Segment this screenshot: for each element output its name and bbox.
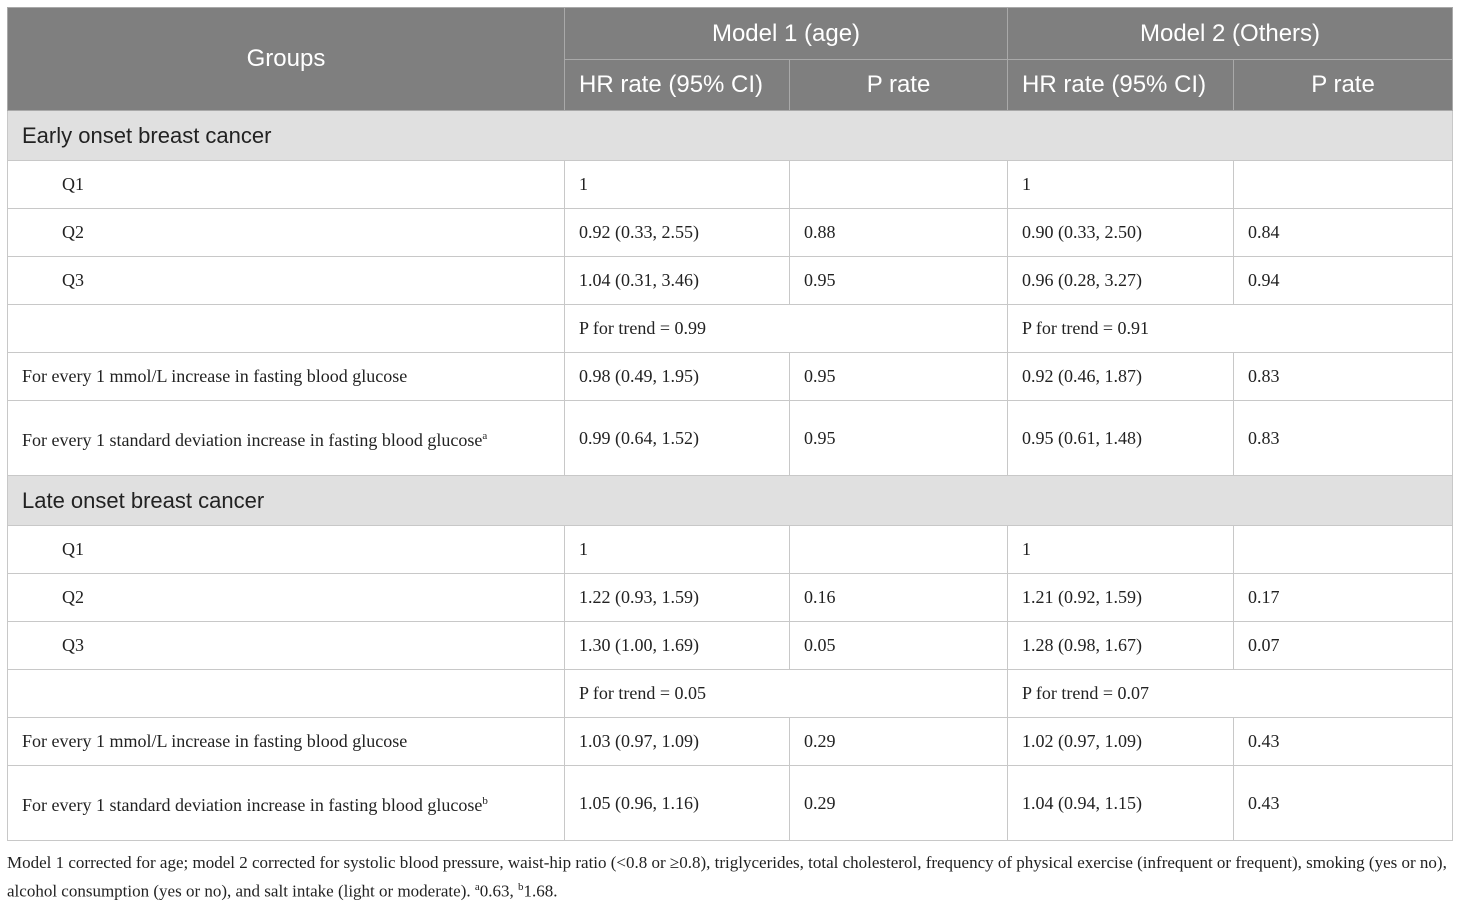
header-m2-p: P rate (1234, 60, 1453, 111)
m1-hr-cell: 1.22 (0.93, 1.59) (565, 574, 790, 622)
m1-p-cell: 0.29 (790, 766, 1008, 841)
row-label (8, 401, 565, 476)
header-groups: Groups (8, 8, 565, 111)
trend-row (8, 305, 1453, 353)
table-row (8, 257, 1453, 305)
table-row (8, 401, 1453, 476)
section-row-late (8, 476, 1453, 526)
row-label: Q3 (8, 622, 565, 670)
row-label-text: For every 1 standard deviation increase in fasting blood glucose (22, 795, 483, 815)
table-row (8, 574, 1453, 622)
m2-hr-cell: 1.04 (0.94, 1.15) (1008, 766, 1234, 841)
table-row (8, 622, 1453, 670)
header-model2: Model 2 (Others) (1008, 8, 1453, 60)
m1-hr-cell: 0.99 (0.64, 1.52) (565, 401, 790, 476)
row-label-text: For every 1 standard deviation increase in fasting blood glucose (22, 430, 483, 450)
row-label (8, 305, 565, 353)
m2-hr-cell: 1 (1008, 526, 1234, 574)
table-row (8, 209, 1453, 257)
m2-hr-cell: 0.96 (0.28, 3.27) (1008, 257, 1234, 305)
m1-hr-cell: 1.05 (0.96, 1.16) (565, 766, 790, 841)
m2-p-cell: 0.94 (1234, 257, 1453, 305)
m1-trend-cell: P for trend = 0.05 (565, 670, 1008, 718)
header-m1-p: P rate (790, 60, 1008, 111)
m1-hr-cell: 1.03 (0.97, 1.09) (565, 718, 790, 766)
row-label: Q2 (8, 574, 565, 622)
m2-p-cell: 0.43 (1234, 718, 1453, 766)
section-title: Early onset breast cancer (8, 111, 1453, 161)
m2-p-cell: 0.84 (1234, 209, 1453, 257)
footnote-value-b: 1.68. (523, 881, 558, 901)
table-row (8, 766, 1453, 841)
m2-hr-cell: 0.95 (0.61, 1.48) (1008, 401, 1234, 476)
m1-p-cell: 0.16 (790, 574, 1008, 622)
row-label: For every 1 mmol/L increase in fasting blood glucose (8, 353, 565, 401)
m1-hr-cell: 1 (565, 161, 790, 209)
m2-p-cell (1234, 526, 1453, 574)
footnote-marker-b: b (518, 881, 524, 893)
m2-p-cell: 0.43 (1234, 766, 1453, 841)
m1-hr-cell: 1.30 (1.00, 1.69) (565, 622, 790, 670)
m2-hr-cell: 1.02 (0.97, 1.09) (1008, 718, 1234, 766)
m1-p-cell (790, 161, 1008, 209)
m1-hr-cell: 0.98 (0.49, 1.95) (565, 353, 790, 401)
m1-hr-cell: 1.04 (0.31, 3.46) (565, 257, 790, 305)
table-row (8, 161, 1453, 209)
m2-hr-cell: 1.21 (0.92, 1.59) (1008, 574, 1234, 622)
m1-hr-cell: 1 (565, 526, 790, 574)
table-row (8, 353, 1453, 401)
m1-p-cell: 0.88 (790, 209, 1008, 257)
row-label: Q2 (8, 209, 565, 257)
m1-p-cell: 0.05 (790, 622, 1008, 670)
table-row (8, 718, 1453, 766)
m2-hr-cell: 0.90 (0.33, 2.50) (1008, 209, 1234, 257)
m2-hr-cell: 0.92 (0.46, 1.87) (1008, 353, 1234, 401)
section-title: Late onset breast cancer (8, 476, 1453, 526)
m2-p-cell: 0.17 (1234, 574, 1453, 622)
table-row (8, 526, 1453, 574)
footnote-marker: b (482, 795, 488, 807)
m2-p-cell: 0.83 (1234, 353, 1453, 401)
footnote-marker-a: a (474, 881, 480, 893)
row-label: For every 1 mmol/L increase in fasting blood glucose (8, 718, 565, 766)
section-row-early (8, 111, 1453, 161)
row-label: Q1 (8, 161, 565, 209)
m2-p-cell (1234, 161, 1453, 209)
m2-hr-cell: 1 (1008, 161, 1234, 209)
m1-p-cell (790, 526, 1008, 574)
m2-p-cell: 0.83 (1234, 401, 1453, 476)
m1-trend-cell: P for trend = 0.99 (565, 305, 1008, 353)
results-table (7, 7, 1453, 841)
row-label (8, 670, 565, 718)
header-m2-hr: HR rate (95% CI) (1008, 60, 1234, 111)
m2-p-cell: 0.07 (1234, 622, 1453, 670)
row-label: Q1 (8, 526, 565, 574)
footnote-value-a: 0.63, (479, 881, 518, 901)
m1-p-cell: 0.95 (790, 257, 1008, 305)
row-label (8, 766, 565, 841)
m1-hr-cell: 0.92 (0.33, 2.55) (565, 209, 790, 257)
m2-trend-cell: P for trend = 0.07 (1008, 670, 1453, 718)
footnote-text: Model 1 corrected for age; model 2 corrected for systolic blood pressure, waist-hip ratio (<0.8 or ≥0.8), triglycerides, total cholesterol, frequency of physical exercise (infrequent or frequent), smoking (yes or no), alcohol consumption (yes or no), and salt intake (light or moderate). (7, 853, 1447, 901)
row-label: Q3 (8, 257, 565, 305)
footnote-marker: a (482, 430, 488, 442)
m1-p-cell: 0.95 (790, 401, 1008, 476)
m1-p-cell: 0.95 (790, 353, 1008, 401)
table-footnote (7, 850, 1457, 904)
trend-row (8, 670, 1453, 718)
header-m1-hr: HR rate (95% CI) (565, 60, 790, 111)
m2-trend-cell: P for trend = 0.91 (1008, 305, 1453, 353)
m2-hr-cell: 1.28 (0.98, 1.67) (1008, 622, 1234, 670)
m1-p-cell: 0.29 (790, 718, 1008, 766)
header-model1: Model 1 (age) (565, 8, 1008, 60)
